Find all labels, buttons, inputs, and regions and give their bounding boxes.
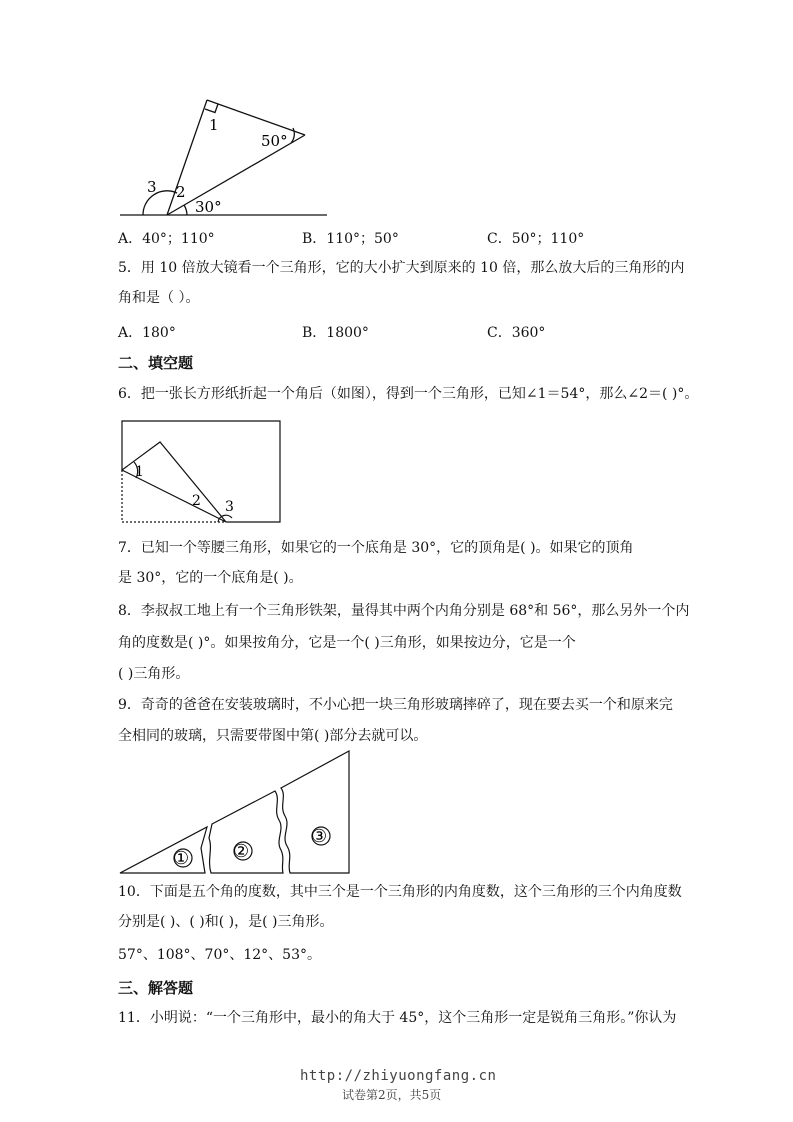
q4-label-2: 2 bbox=[176, 183, 186, 201]
q9-label-3: ③ bbox=[311, 826, 328, 847]
q10-line-2: 分别是( )、( )和( )，是( )三角形。 bbox=[118, 914, 334, 930]
q8-line-1: 8．李叔叔工地上有一个三角形铁架，量得其中两个内角分别是 68°和 56°，那么另外一个内 bbox=[118, 603, 690, 619]
q4-label-1: 1 bbox=[209, 116, 219, 134]
q5-option-b: B．1800° bbox=[302, 325, 369, 341]
footer-url: http://zhiyuongfang.cn bbox=[300, 1068, 497, 1084]
q4-arc-30 bbox=[184, 205, 187, 215]
q6-rectangle bbox=[122, 421, 280, 522]
q7-line-1: 7．已知一个等腰三角形，如果它的一个底角是 30°，它的顶角是( )。如果它的顶角 bbox=[118, 540, 634, 556]
q6-label-2: 2 bbox=[192, 493, 201, 509]
q9-piece-1 bbox=[120, 827, 207, 873]
q4-option-c: C．50°；110° bbox=[487, 231, 585, 247]
q4-option-a: A．40°；110° bbox=[118, 231, 215, 247]
q4-right-angle-mark bbox=[205, 104, 218, 113]
q11-line-1: 11．小明说：“一个三角形中，最小的角大于 45°，这个三角形一定是锐角三角形。”你认为 bbox=[118, 1010, 677, 1026]
footer-page-number: 试卷第2页，共5页 bbox=[342, 1088, 442, 1102]
q9-piece-3 bbox=[281, 751, 349, 873]
q5-line-1: 5．用 10 倍放大镜看一个三角形，它的大小扩大到原来的 10 倍，那么放大后的三角形的内 bbox=[118, 260, 685, 276]
q7-line-2: 是 30°，它的一个底角是( )。 bbox=[118, 570, 303, 586]
q5-line-2: 角和是（ ）。 bbox=[118, 290, 200, 306]
section-2-title: 二、填空题 bbox=[118, 354, 194, 372]
q4-side-top bbox=[207, 100, 305, 135]
q6-label-3: 3 bbox=[225, 499, 234, 515]
q6-label-1: 1 bbox=[135, 464, 144, 480]
q4-label-3: 3 bbox=[147, 178, 157, 196]
q9-line-2: 全相同的玻璃，只需要带图中第( )部分去就可以。 bbox=[118, 728, 428, 744]
q6-line-1: 6．把一张长方形纸折起一个角后（如图），得到一个三角形，已知∠1＝54°，那么∠2＝( )°。 bbox=[118, 386, 699, 402]
q6-folded-triangle bbox=[122, 442, 226, 522]
q9-line-1: 9．奇奇的爸爸在安装玻璃时，不小心把一块三角形玻璃摔碎了，现在要去买一个和原来完 bbox=[118, 697, 673, 713]
q5-option-c: C．360° bbox=[487, 325, 546, 341]
q9-label-1: ① bbox=[173, 848, 190, 869]
q10-line-1: 10．下面是五个角的度数，其中三个是一个三角形的内角度数，这个三角形的三个内角度数 bbox=[118, 884, 682, 900]
q10-line-3: 57°、108°、70°、12°、53°。 bbox=[118, 947, 321, 963]
section-3-title: 三、解答题 bbox=[118, 979, 194, 997]
q9-figure bbox=[115, 748, 355, 876]
q8-line-2: 角的度数是( )°。如果按角分，它是一个( )三角形，如果按边分，它是一个 bbox=[118, 635, 576, 651]
q4-option-b: B．110°；50° bbox=[302, 231, 399, 247]
q9-label-2: ② bbox=[233, 841, 250, 862]
q6-figure bbox=[118, 418, 284, 526]
q8-line-3: ( )三角形。 bbox=[118, 666, 190, 682]
q4-label-50: 50° bbox=[261, 132, 288, 150]
q4-label-30: 30° bbox=[195, 198, 222, 216]
q5-option-a: A．180° bbox=[118, 325, 176, 341]
q4-figure bbox=[115, 95, 335, 220]
